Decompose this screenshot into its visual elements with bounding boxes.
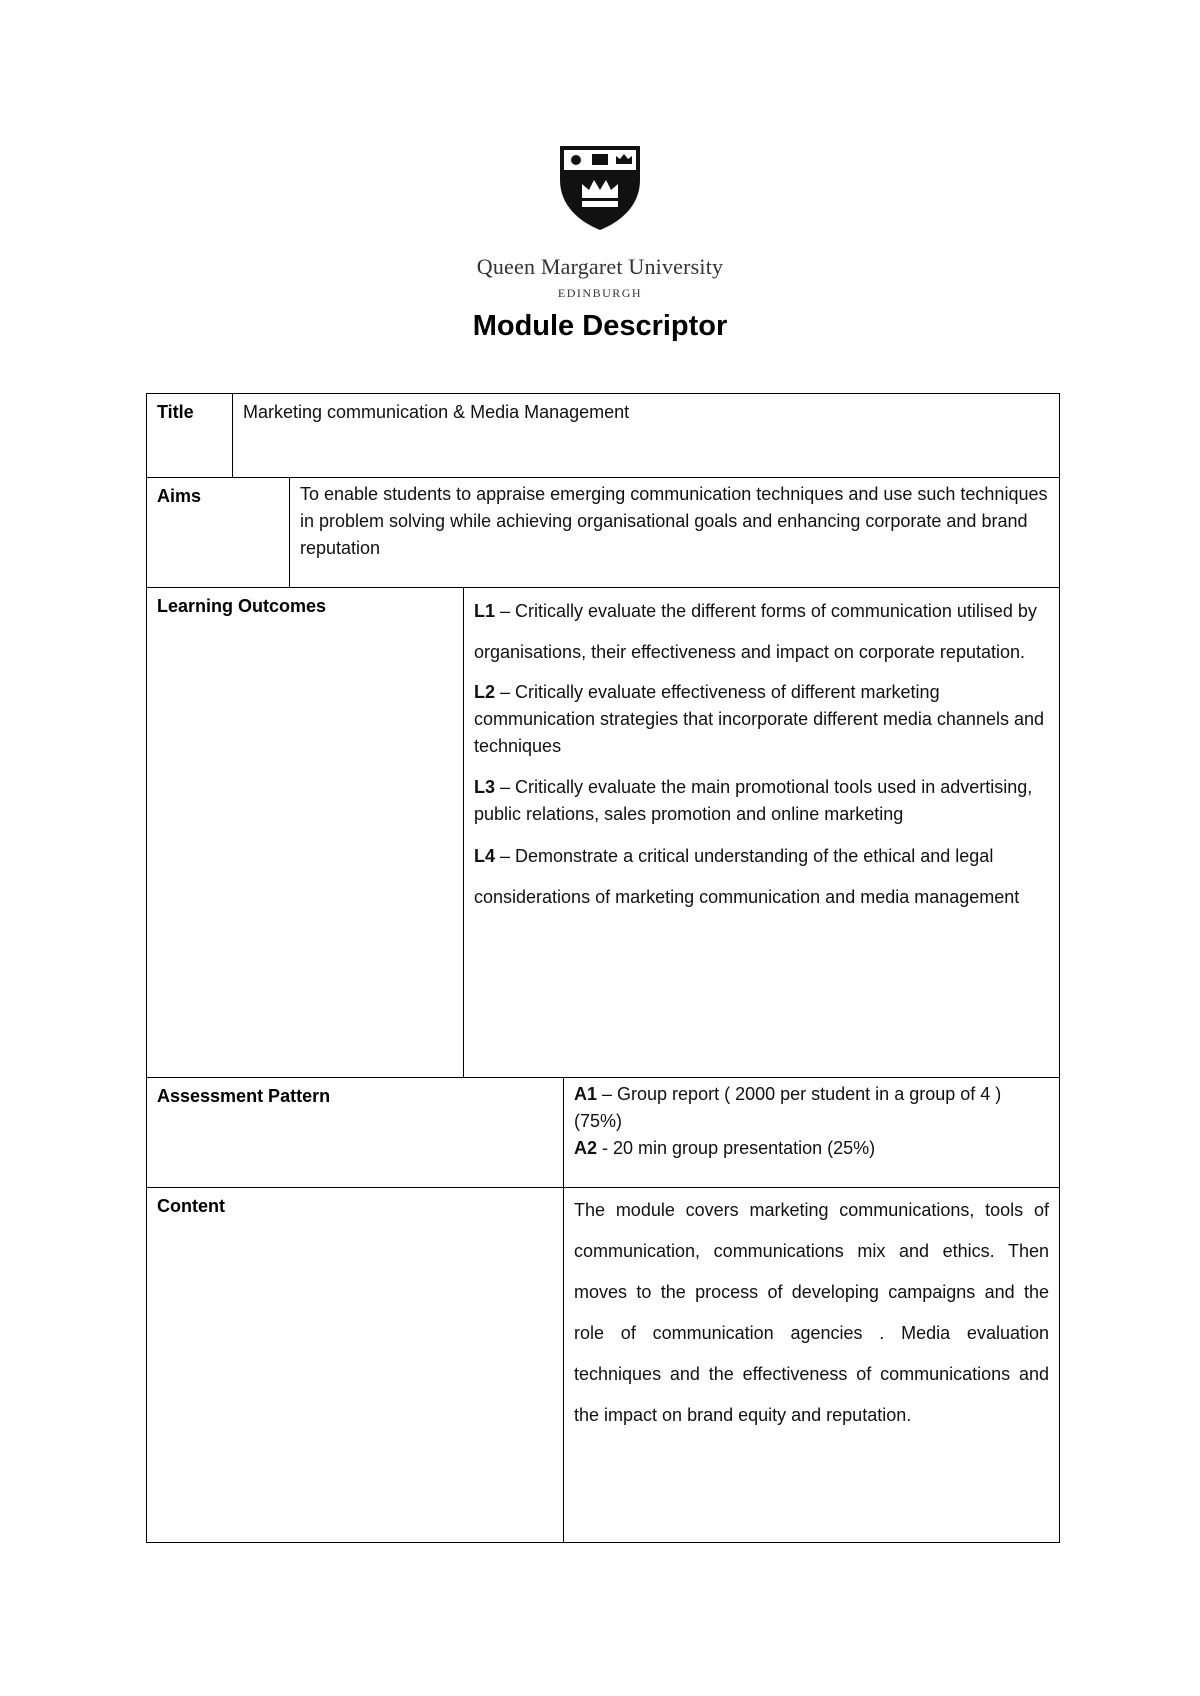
learning-outcome-item <box>474 679 1049 760</box>
learning-outcome-text: – Critically evaluate effectiveness of different marketing communication strategies that incorporate different media channels and techniques <box>474 682 1044 756</box>
learning-outcomes-row <box>147 588 1059 1078</box>
aims-label: Aims <box>157 486 202 506</box>
learning-outcomes-list <box>463 588 1059 1077</box>
learning-outcome-text: – Demonstrate a critical understanding of the ethical and legal considerations of marketing communication and media management <box>474 846 1020 907</box>
assessment-pattern-list <box>563 1078 1059 1187</box>
learning-outcome-code: L2 <box>474 682 496 702</box>
learning-outcome-item <box>474 591 1049 673</box>
university-city: EDINBURGH <box>557 286 643 300</box>
assessment-code: A2 <box>574 1138 598 1158</box>
learning-outcome-text: – Critically evaluate the main promotional tools used in advertising, public relations, sales promotion and online marketing <box>474 777 1033 824</box>
assessment-text: – Group report ( 2000 per student in a group of 4 )(75%) <box>574 1084 1002 1131</box>
learning-outcome-text: – Critically evaluate the different forms of communication utilised by organisations, their effectiveness and impact on corporate reputation. <box>474 601 1037 662</box>
learning-outcome-code: L4 <box>474 846 496 866</box>
assessment-pattern-label: Assessment Pattern <box>157 1086 331 1106</box>
content-label: Content <box>157 1196 225 1216</box>
assessment-item <box>574 1081 1049 1135</box>
page-title: Module Descriptor <box>472 310 728 342</box>
learning-outcomes-label: Learning Outcomes <box>157 596 327 616</box>
module-descriptor-table <box>146 393 1060 1543</box>
content-value-cell <box>563 1188 1059 1542</box>
assessment-code: A1 <box>574 1084 598 1104</box>
title-row <box>147 394 1059 478</box>
learning-outcome-code: L1 <box>474 601 496 621</box>
title-value: Marketing communication & Media Management <box>232 394 1059 477</box>
content-row <box>147 1188 1059 1542</box>
learning-outcome-item <box>474 836 1049 918</box>
content-text: The module covers marketing communications, tools of communication, communications mix and ethics. Then moves to the process of developing campaigns and the role of communication agencies . Media evaluation techniques and the effectiveness of communications and the impact on brand equity and reputation. <box>574 1200 1049 1425</box>
assessment-text: - 20 min group presentation (25%) <box>597 1138 876 1158</box>
learning-outcome-item <box>474 774 1049 828</box>
aims-row <box>147 478 1059 588</box>
assessment-item <box>574 1135 1049 1162</box>
learning-outcome-code: L3 <box>474 777 496 797</box>
university-name: Queen Margaret University <box>476 254 724 279</box>
assessment-pattern-row <box>147 1078 1059 1188</box>
title-label: Title <box>157 402 194 422</box>
university-logo <box>0 140 1200 301</box>
crest-icon <box>554 140 646 232</box>
aims-value: To enable students to appraise emerging communication techniques and use such techniques in problem solving while achieving organisational goals and enhancing corporate and brand reputation <box>289 478 1059 587</box>
